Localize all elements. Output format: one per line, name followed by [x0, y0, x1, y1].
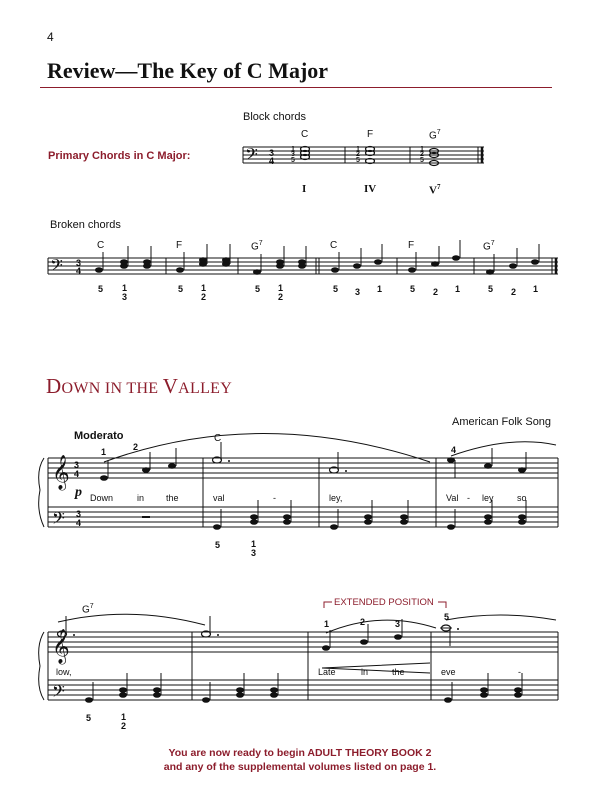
composer-credit: American Folk Song	[452, 416, 552, 428]
system1-treble-staff	[48, 458, 558, 478]
lyric-word: ley	[482, 493, 494, 503]
lyric-word: the	[392, 667, 405, 677]
lyric-word: the	[166, 493, 179, 503]
lyric-word: ley,	[329, 493, 343, 503]
page-title: Review—The Key of C Major	[47, 58, 329, 83]
time-sig-top: 3	[74, 460, 80, 470]
block-chord-name-f: F	[367, 129, 374, 140]
svg-text:5: 5	[291, 157, 295, 164]
fingering-number: 1 2	[201, 283, 207, 302]
extended-bracket-right	[438, 602, 446, 608]
svg-text:5: 5	[420, 157, 424, 164]
time-sig-top: 3	[76, 509, 82, 519]
time-sig-bottom: 4	[74, 469, 80, 479]
fingering-number: 5	[98, 284, 104, 294]
lyric-word: Down	[90, 493, 114, 503]
bass-clef-icon: 𝄢	[50, 257, 63, 279]
chord-symbol: $G^7$	[82, 603, 94, 616]
lyric-word: Late	[318, 667, 336, 677]
fingering-number: 2	[133, 442, 139, 452]
block-chord-name-c: C	[301, 129, 309, 140]
footer-note	[0, 746, 600, 774]
svg-text:1: 1	[420, 146, 424, 153]
extended-slur	[326, 620, 436, 633]
fingering-number: 1 3	[251, 539, 257, 558]
crescendo-hairpin	[322, 663, 430, 673]
extended-slur-2	[446, 615, 556, 620]
svg-text:3: 3	[291, 151, 295, 158]
roman-numeral-v7: $V^7$	[429, 183, 441, 197]
svg-text:1: 1	[356, 146, 360, 153]
phrase-slur-2	[451, 442, 556, 456]
broken-chords-label: Broken chords	[50, 219, 121, 231]
lyric-word: eve	[441, 667, 456, 677]
tempo-marking: Moderato	[74, 430, 124, 442]
lyric-word: Val	[446, 493, 459, 503]
bass-clef-icon: 𝄢	[52, 510, 65, 532]
broken-chord-name: $G^7$	[251, 240, 263, 253]
fingering-number: 1 2	[278, 283, 284, 302]
system2-bass-notes	[85, 673, 522, 703]
broken-chord-name: C	[97, 240, 105, 251]
svg-text:5: 5	[356, 157, 360, 164]
fingering-number: 5	[488, 284, 494, 294]
lyric-hyphen: -	[273, 493, 276, 503]
fingering-number: 2	[360, 617, 366, 627]
system2-treble-staff	[48, 632, 558, 652]
fingering-number: 3	[355, 287, 361, 297]
fingering-number: 5	[444, 612, 450, 622]
lyric-word: in	[361, 667, 369, 677]
fingering-number: 1	[377, 284, 383, 294]
roman-numeral-iv: IV	[364, 183, 377, 195]
system1-bass-staff	[48, 507, 558, 527]
lyric-word: val	[213, 493, 225, 503]
fingering-number: 1	[324, 619, 330, 629]
roman-numeral-i: I	[302, 183, 307, 195]
time-sig-bottom: 4	[269, 156, 275, 166]
fingering-number: 5	[410, 284, 416, 294]
fingering-number: 1 3	[122, 283, 128, 302]
svg-text:1: 1	[291, 146, 295, 153]
system1-treble-notes	[100, 442, 526, 481]
fingering-number: 5	[178, 284, 184, 294]
dynamic-marking: p	[75, 485, 82, 500]
system2-brace	[39, 632, 44, 700]
time-sig-top: 3	[269, 148, 275, 158]
broken-chord-name: $G^7$	[483, 240, 495, 253]
footer-line-2: and any of the supplemental volumes listed on page 1.	[163, 761, 437, 773]
lyric-word: in	[137, 493, 145, 503]
fingering-number: 1 2	[121, 712, 127, 731]
extended-bracket-left	[324, 602, 332, 608]
treble-clef-icon: 𝄞	[52, 456, 70, 489]
fingering-number: 1	[101, 447, 107, 457]
bass-clef-icon: 𝄢	[52, 683, 65, 705]
time-sig-bottom: 4	[76, 518, 82, 528]
lyric-word: so	[517, 493, 527, 503]
primary-chords-label: Primary Chords in C Major:	[48, 150, 191, 162]
time-sig-bottom: 4	[76, 266, 82, 276]
system1-bass-notes	[142, 500, 526, 530]
svg-text:2: 2	[356, 151, 360, 158]
chord-symbol: C	[214, 433, 222, 444]
song-title: DOWN IN THE VALLEY	[46, 374, 233, 398]
broken-chord-name: C	[330, 240, 338, 251]
svg-text:2: 2	[420, 151, 424, 158]
fingering-number: 1	[533, 284, 539, 294]
footer-line-1: You are now ready to begin ADULT THEORY BOOK 2	[168, 747, 432, 759]
fingering-number: 4	[451, 445, 457, 455]
page-number: 4	[47, 30, 54, 44]
fingering-number: 5	[255, 284, 261, 294]
fingering-number: 2	[433, 287, 439, 297]
lyric-hyphen: -	[518, 667, 521, 677]
fingering-number: 5	[333, 284, 339, 294]
fingering-number: 1	[455, 284, 461, 294]
fingering-number: 2	[511, 287, 517, 297]
block-chord-name-g7: $G^7$	[429, 129, 441, 142]
lyric-hyphen: -	[467, 493, 470, 503]
broken-chord-name: F	[408, 240, 415, 251]
broken-chord-name: F	[176, 240, 183, 251]
block-chord-staff	[243, 147, 484, 163]
fingering-number: 3	[395, 619, 401, 629]
fingering-number: 5	[215, 540, 221, 550]
lyric-word: low,	[56, 667, 72, 677]
treble-clef-icon: 𝄞	[52, 630, 70, 663]
system1-brace	[39, 458, 44, 527]
fingering-number: 5	[86, 713, 92, 723]
extended-position-label: EXTENDED POSITION	[334, 597, 434, 608]
bass-clef-icon: 𝄢	[245, 146, 258, 168]
tie-slur-system2	[58, 614, 205, 625]
block-chords-label: Block chords	[243, 111, 306, 123]
time-sig-top: 3	[76, 258, 82, 268]
